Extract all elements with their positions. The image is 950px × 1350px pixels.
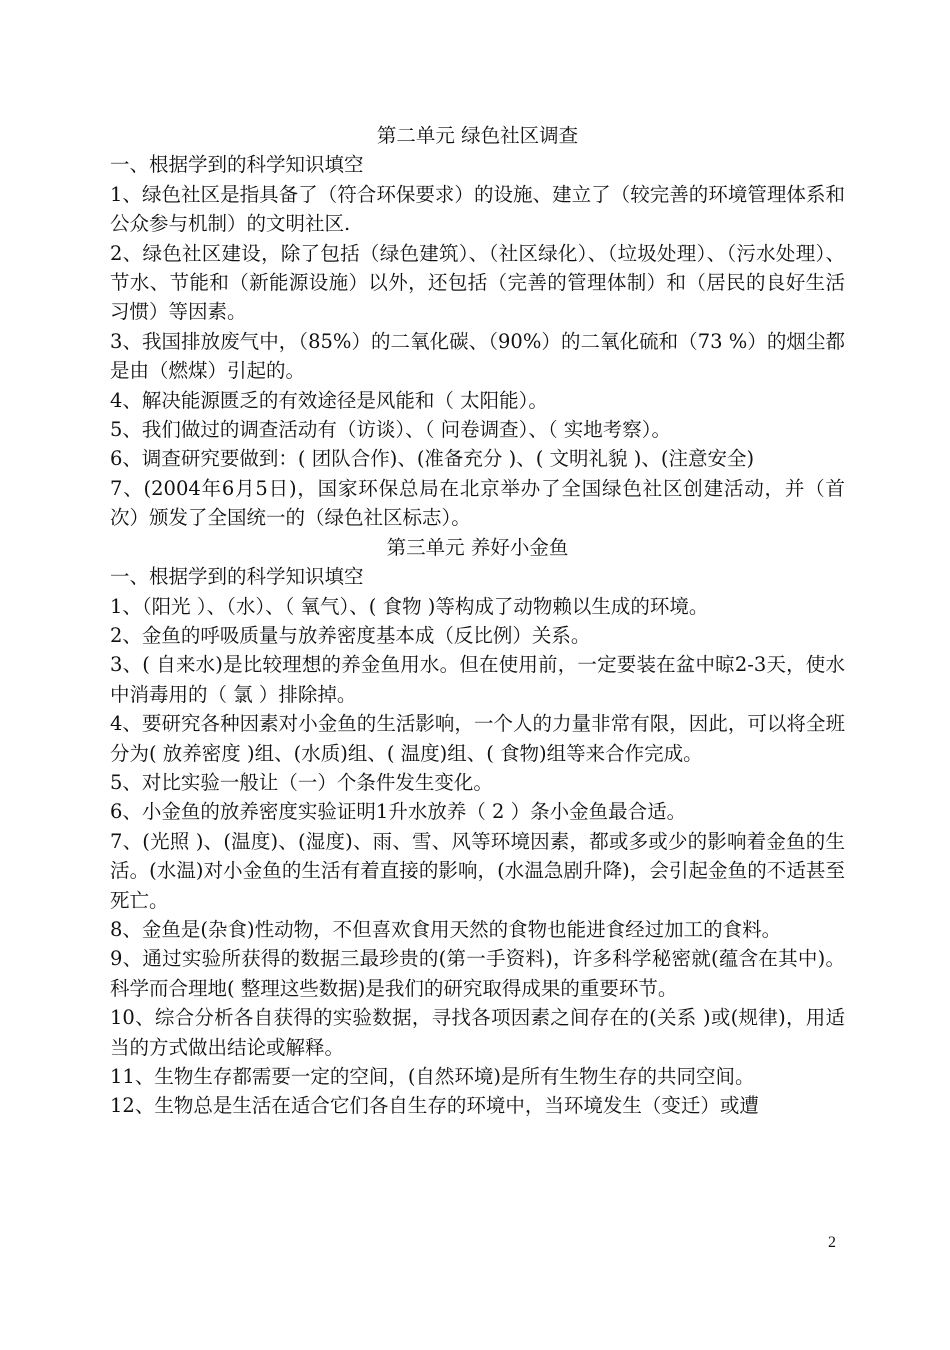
question-item: 9、通过实验所获得的数据三最珍贵的(第一手资料)，许多科学秘密就(蕴含在其中)。科学而合理地( 整理这些数据)是我们的研究取得成果的重要环节。	[110, 947, 845, 1000]
question-item: 7、(2004年6月5日)，国家环保总局在北京举办了全国绿色社区创建活动，并（首次）颁发了全国统一的（绿色社区标志）。	[110, 476, 845, 530]
question-item: 2、绿色社区建设，除了包括（绿色建筑）、（社区绿化）、（垃圾处理）、（污水处理）、节水、节能和（新能源设施）以外，还包括（完善的管理体制）和（居民的良好生活习惯）等因素。	[110, 241, 845, 324]
section-heading: 一、根据学到的科学知识填空	[110, 153, 364, 177]
question-item: 10、综合分析各自获得的实验数据，寻找各项因素之间存在的(关系 )或(规律)，用适当的方式做出结论或解释。	[110, 1006, 845, 1059]
question-item: 4、要研究各种因素对小金鱼的生活影响，一个人的力量非常有限，因此，可以将全班分为( 放养密度 )组、(水质)组、( 温度)组、( 食物)组等来合作完成。	[110, 712, 845, 765]
question-item: 5、我们做过的调查活动有（访谈）、（ 问卷调查）、（ 实地考察）。	[110, 418, 672, 442]
question-item: 6、调查研究要做到：( 团队合作)、(准备充分 )、( 文明礼貌 )、(注意安全)	[110, 447, 755, 471]
question-item: 6、小金鱼的放养密度实验证明1升水放养（ 2 ）条小金鱼最合适。	[110, 800, 687, 824]
question-item: 2、金鱼的呼吸质量与放养密度基本成（反比例）关系。	[110, 623, 591, 647]
unit-title: 第三单元 养好小金鱼	[386, 535, 569, 559]
section-heading: 一、根据学到的科学知识填空	[110, 565, 364, 589]
question-item: 5、对比实验一般让（一）个条件发生变化。	[110, 770, 493, 794]
question-item: 3、( 自来水)是比较理想的养金鱼用水。但在使用前，一定要装在盆中晾2-3天，使水中消毒用的（ 氯 ）排除掉。	[110, 653, 845, 706]
question-item: 4、解决能源匮乏的有效途径是风能和（ 太阳能）。	[110, 388, 548, 412]
question-item: 11、生物生存都需要一定的空间，(自然环境)是所有生物生存的共同空间。	[110, 1065, 755, 1088]
document-page	[110, 121, 845, 1121]
unit-3	[110, 533, 845, 1121]
question-item: 12、生物总是生活在适合它们各自生存的环境中，当环境发生（变迁）或遭	[110, 1094, 759, 1118]
question-item: 8、金鱼是(杂食)性动物，不但喜欢食用天然的食物也能进食经过加工的食料。	[110, 917, 782, 941]
unit-title: 第二单元 绿色社区调查	[376, 124, 579, 147]
question-item: 7、(光照 )、(温度)、(湿度)、雨、雪、风等环境因素，都或多或少的影响着金鱼的生活。(水温)对小金鱼的生活有着直接的影响，(水温急剧升降)，会引起金鱼的不适甚至死亡。	[110, 829, 845, 912]
question-item: 3、我国排放废气中，（85%）的二氧化碳、（90%）的二氧化硫和（73 %）的烟尘都是由（燃煤）引起的。	[110, 329, 845, 383]
unit-2	[110, 121, 845, 533]
question-item: 1、（阳光 ）、（水）、（ 氧气）、( 食物 )等构成了动物赖以生成的环境。	[110, 594, 709, 618]
question-item: 1、绿色社区是指具备了（符合环保要求）的设施、建立了（较完善的环境管理体系和公众参与机制）的文明社区.	[110, 182, 845, 236]
page-number: 2	[828, 1234, 836, 1251]
